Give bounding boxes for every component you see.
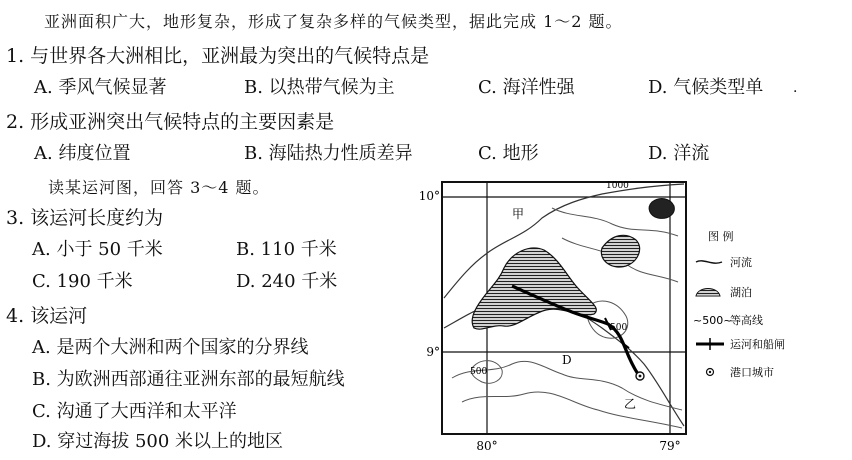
label-yi: 乙: [624, 397, 637, 411]
latitude-label-10: 10°: [418, 189, 440, 203]
longitude-label-79: 79°: [659, 439, 681, 453]
legend-city: 港口城市: [730, 366, 774, 379]
q3-option-c: C. 190 千米: [32, 271, 133, 292]
q2-option-b: B. 海陆热力性质差异: [244, 143, 413, 164]
question-3-stem: 3. 该运河长度约为: [6, 207, 164, 229]
lake-small: [649, 199, 674, 219]
port-city-dot: [639, 375, 642, 378]
legend-river-symbol: [696, 261, 722, 263]
legend-river: 河流: [730, 256, 752, 269]
q1-option-c: C. 海洋性强: [478, 77, 575, 98]
q1-option-d: D. 气候类型单: [648, 77, 764, 98]
legend-contour: 等高线: [730, 314, 763, 327]
q3-option-b: B. 110 千米: [236, 239, 337, 260]
q2-option-a: A. 纬度位置: [34, 143, 131, 164]
intro-text-2: 读某运河图，回答 3～4 题。: [48, 178, 270, 197]
canal-map: [412, 178, 852, 460]
q2-option-d: D. 洋流: [648, 143, 710, 164]
contour-label-500-a: 500: [610, 323, 628, 333]
q3-option-d: D. 240 千米: [236, 271, 338, 292]
q4-option-a: A. 是两个大洲和两个国家的分界线: [32, 337, 309, 358]
question-4-stem: 4. 该运河: [6, 305, 88, 327]
q4-option-c: C. 沟通了大西洋和太平洋: [32, 401, 237, 422]
contour-label-500-b: 500: [470, 367, 488, 377]
stray-dot: ·: [793, 84, 798, 100]
longitude-label-80: 80°: [476, 439, 498, 453]
q3-option-a: A. 小于 50 千米: [32, 239, 163, 260]
question-1-stem: 1. 与世界各大洲相比，亚洲最为突出的气候特点是: [6, 45, 430, 67]
legend-canal: 运河和船闸: [730, 338, 785, 351]
legend-title: 图 例: [708, 230, 734, 243]
latitude-label-9: 9°: [426, 345, 440, 359]
map-legend: [693, 229, 785, 379]
q2-option-c: C. 地形: [478, 143, 539, 164]
contour-label-1000: 1000: [606, 181, 629, 191]
q1-option-a: A. 季风气候显著: [34, 77, 167, 98]
question-2-stem: 2. 形成亚洲突出气候特点的主要因素是: [6, 111, 335, 133]
legend-lake-symbol: [696, 289, 720, 297]
legend-city-dot: [709, 371, 711, 373]
q4-option-d: D. 穿过海拔 500 米以上的地区: [32, 431, 284, 452]
label-d: D: [562, 353, 572, 367]
label-jia: 甲: [512, 207, 525, 221]
intro-text-1: 亚洲面积广大，地形复杂，形成了复杂多样的气候类型，据此完成 1～2 题。: [44, 12, 623, 31]
legend-lake: 湖泊: [730, 286, 752, 299]
legend-contour-symbol: ~500~: [693, 314, 733, 327]
q4-option-b: B. 为欧洲西部通往亚洲东部的最短航线: [32, 369, 345, 390]
q1-option-b: B. 以热带气候为主: [244, 77, 395, 98]
